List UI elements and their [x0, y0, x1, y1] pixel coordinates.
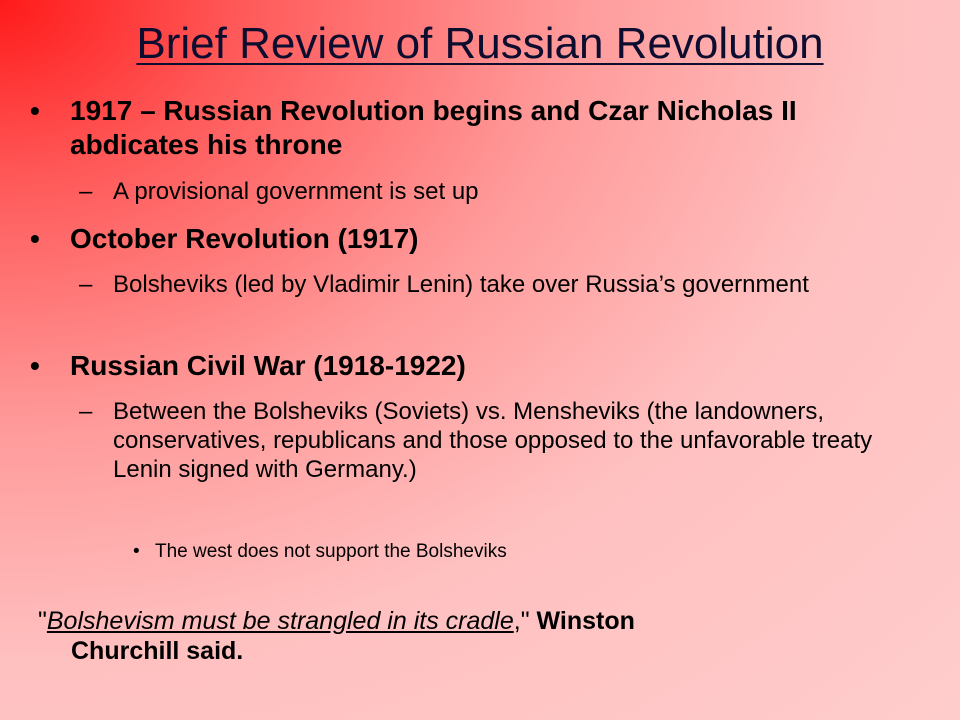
slide-title: Brief Review of Russian Revolution: [136, 19, 824, 68]
bullet-icon: •: [30, 350, 40, 381]
bullet-icon: •: [30, 95, 40, 126]
sub-sub-item: [133, 540, 855, 564]
quote-text: Bolshevism must be strangled in its cradle: [46, 607, 514, 635]
dash-icon: –: [79, 398, 93, 425]
sub-sub-text: The west does not support the Bolsheviks: [155, 541, 507, 562]
quote-open-mark: ": [38, 607, 47, 635]
bullet-text: 1917 – Russian Revolution begins and Czar Nicholas II abdicates his throne: [70, 95, 797, 160]
dash-icon: –: [79, 178, 93, 205]
churchill-quote: [38, 606, 898, 666]
quote-close-mark: ,": [513, 607, 530, 635]
sub-text: Between the Bolsheviks (Soviets) vs. Mensheviks (the landowners, conservatives, republicans and those opposed to the unfavorable treaty Lenin signed with Germany.): [113, 398, 873, 483]
bullet-text: October Revolution (1917): [70, 223, 419, 254]
bullet-icon: •: [30, 223, 40, 254]
bullet-text: Russian Civil War (1918-1922): [70, 350, 466, 381]
bullet-item-2: [30, 222, 890, 256]
quote-attribution: Churchill said.: [71, 637, 244, 665]
sub-item-1: [79, 177, 888, 206]
quote-speaker: Winston: [529, 607, 635, 635]
sub-text: A provisional government is set up: [113, 178, 479, 205]
bullet-item-3: [30, 349, 890, 383]
sub-text: Bolsheviks (led by Vladimir Lenin) take over Russia’s government: [113, 271, 809, 298]
sub-item-2: [79, 270, 888, 299]
bullet-item-1: [30, 94, 890, 162]
dash-icon: –: [79, 271, 93, 298]
small-bullet-icon: •: [133, 541, 140, 562]
sub-item-3: [79, 397, 888, 484]
